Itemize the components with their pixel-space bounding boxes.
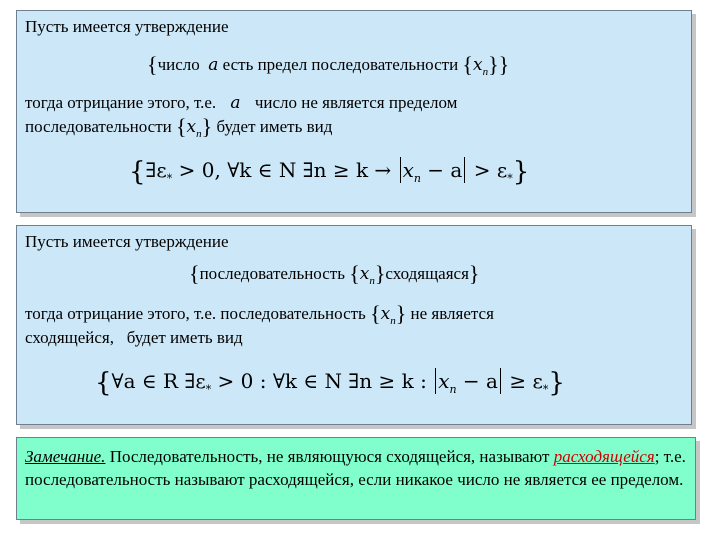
remark-block [16, 437, 696, 520]
block2-line3: тогда отрицание этого, т.е. последовательность $\{x_n\}$ не является [25, 301, 494, 327]
block1-formula: {$\exists\varepsilon_* > 0$, ∀k ∈ N ∃n ≥ $k \to x_n - a > \varepsilon_*$} [129, 157, 530, 187]
definition-convergent-block [16, 225, 692, 425]
remark-label: Замечание. [25, 447, 106, 466]
block1-statement: {число a есть предел последовательности $\{x_n\}$} [147, 52, 510, 78]
block1-line4: последовательности $\{x_n\}$ будет иметь вид [25, 114, 333, 140]
block1-intro: Пусть имеется утверждение [25, 17, 229, 36]
block1-line3: тогда отрицание этого, т.е. a число не является пределом [25, 93, 458, 113]
divergent-term: расходящейся [553, 447, 655, 466]
block2-line4: сходящейся, будет иметь вид [25, 328, 243, 347]
block2-intro: Пусть имеется утверждение [25, 232, 229, 251]
remark-text: Замечание. Последовательность, не являющуюся сходящейся, называют расходящейся; т.е. последовательность называют расходящейся, если никакое число не является ее пределом. [25, 447, 686, 489]
block2-formula: {∀a ∈ R $\exists\varepsilon_* > 0$ : ∀k ∈ N ∃n ≥ k : $x_n - a \ge \varepsilon_*$} [95, 368, 565, 398]
block2-statement: {последовательность $\{x_n\}сходящаяся$} [189, 261, 480, 287]
definition-limit-block [16, 10, 692, 213]
